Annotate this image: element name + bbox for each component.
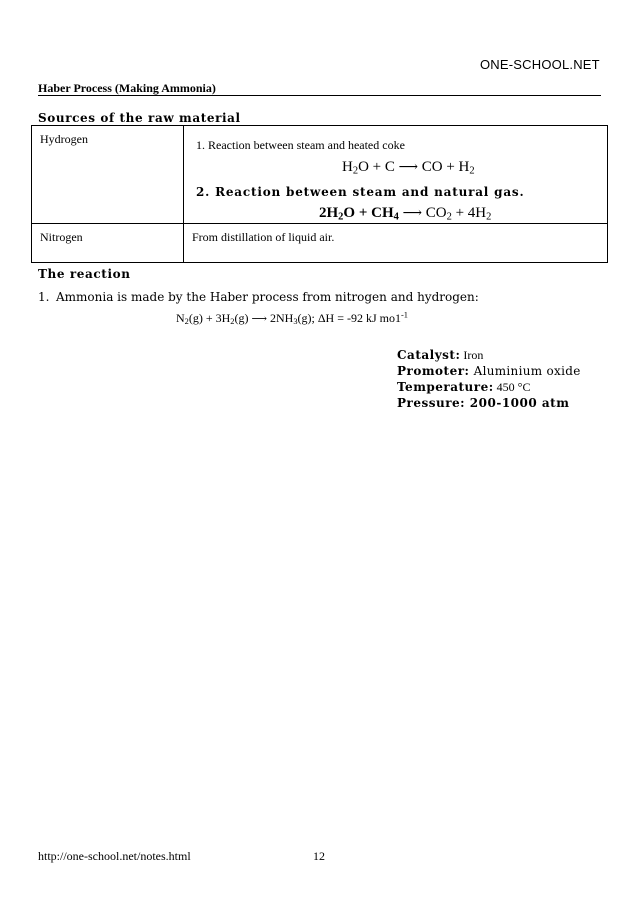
eq3-e: (g); ΔH = -92 kJ mo1 — [297, 311, 401, 325]
hydrogen-row — [32, 126, 608, 224]
eq2-sub-c: 2 — [446, 211, 452, 223]
promoter-label: Promoter: — [397, 364, 470, 378]
promoter-value: Aluminium oxide — [469, 364, 581, 378]
eq2-lhs-b: O + CH — [343, 205, 394, 221]
reaction-arrow: ⟶ — [251, 313, 267, 325]
reaction-heading: The reaction — [38, 267, 131, 281]
eq2-rhs-a: CO — [425, 205, 447, 221]
temperature-line — [397, 379, 581, 395]
list-item-text: Ammonia is made by the Haber process from nitrogen and hydrogen: — [56, 290, 479, 304]
list-number: 1. — [38, 290, 50, 304]
sources-heading: Sources of the raw material — [38, 111, 241, 125]
footer-url[interactable]: http://one-school.net/notes.html — [38, 849, 191, 863]
haber-equation — [176, 311, 408, 326]
hydrogen-method-2: 2. Reaction between steam and natural gas. — [196, 185, 525, 199]
nitrogen-label: Nitrogen — [32, 224, 184, 263]
temperature-value: 450 °C — [493, 380, 531, 394]
reaction-arrow: ⟶ — [398, 159, 418, 174]
site-header: ONE-SCHOOL.NET — [480, 57, 600, 72]
eq3-sub-a: 2 — [184, 317, 189, 327]
eq2-lhs-a: 2H — [319, 205, 339, 221]
eq3-sub-d: 3 — [293, 317, 298, 327]
eq1-sub: 2 — [352, 165, 359, 177]
reaction-arrow: ⟶ — [402, 205, 422, 220]
conditions-list — [397, 347, 581, 411]
nitrogen-row — [32, 224, 608, 263]
document-title: Haber Process (Making Ammonia) — [38, 81, 216, 95]
eq3-a: N — [176, 311, 185, 325]
eq1-rhs-sub: 2 — [469, 165, 475, 177]
title-underline — [38, 95, 601, 96]
eq3-sub-b: 2 — [230, 317, 235, 327]
hydrogen-label: Hydrogen — [32, 126, 184, 224]
eq2-sub-d: 2 — [486, 211, 492, 223]
eq3-sup-e: -1 — [400, 310, 408, 320]
eq3-d: 2NH — [266, 311, 294, 325]
raw-material-table — [31, 125, 608, 263]
eq2-rhs-b: + 4H — [451, 205, 487, 221]
catalyst-label: Catalyst: — [397, 348, 461, 362]
eq3-b: (g) + 3H — [188, 311, 231, 325]
hydrogen-methods-cell — [184, 126, 608, 224]
nitrogen-method: From distillation of liquid air. — [184, 224, 608, 263]
catalyst-line — [397, 347, 581, 363]
temperature-label: Temperature: — [397, 380, 494, 394]
eq1-rhs: CO + H — [421, 159, 470, 175]
pressure-line — [397, 395, 581, 411]
coke-equation — [342, 159, 475, 176]
eq1-lhs: O + C — [358, 159, 395, 175]
catalyst-value: Iron — [460, 348, 484, 362]
pressure-label: Pressure: — [397, 396, 466, 410]
eq2-sub-b: 4 — [393, 211, 399, 223]
eq1-h: H — [342, 159, 353, 175]
page-number: 12 — [313, 849, 325, 863]
pressure-value: 200-1000 atm — [465, 396, 570, 410]
eq2-sub-a: 2 — [338, 211, 344, 223]
promoter-line — [397, 363, 581, 379]
hydrogen-method-1: 1. Reaction between steam and heated coke — [196, 138, 405, 152]
list-item — [38, 290, 479, 304]
eq3-c: (g) — [234, 311, 252, 325]
methane-equation — [319, 205, 491, 222]
